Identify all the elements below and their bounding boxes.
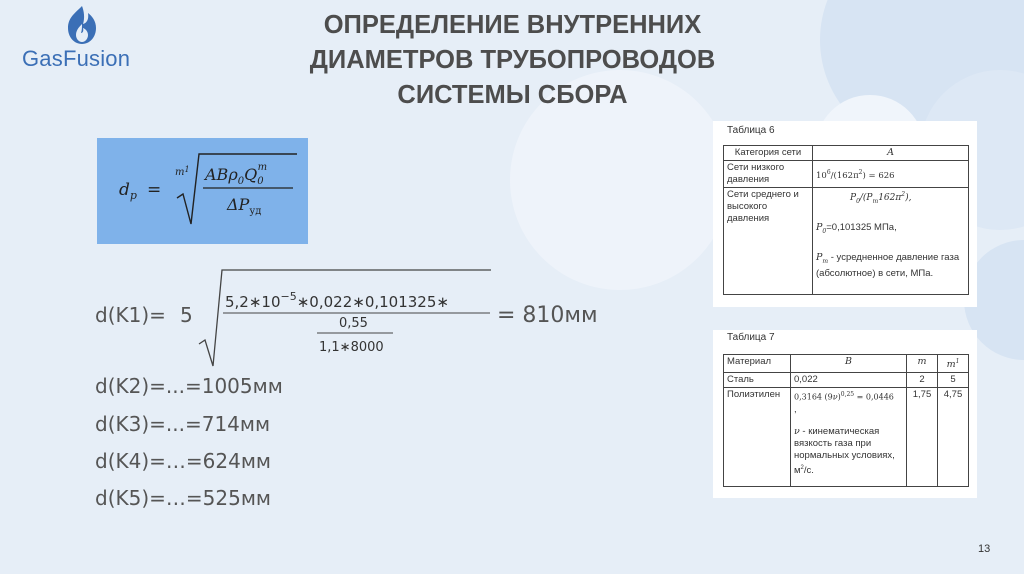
table7-pe-b-comma: , xyxy=(794,403,797,415)
table6-caption: Таблица 6 xyxy=(727,125,775,136)
title-line-1: ОПРЕДЕЛЕНИЕ ВНУТРЕННИХ xyxy=(323,11,702,39)
table7-row-pe xyxy=(724,388,969,487)
result-k5: d(K5)=…=525мм xyxy=(95,486,272,510)
table7-panel xyxy=(713,330,977,498)
table7-pe-material: Полиэтилен xyxy=(724,388,791,487)
title-line-3: СИСТЕМЫ СБОРА xyxy=(397,81,628,109)
brand-logo xyxy=(14,4,144,70)
table6-row-low-value: $10^6/(162\pi^2) = 626$ xyxy=(813,161,969,188)
formula-root-index: $m^1$ xyxy=(175,165,190,178)
table7-pe-b-formula: 0,3164 $(9\nu)^{0,25} = 0,0446$ xyxy=(794,391,894,402)
calc-k1-bottom-line: 1,1∗8000 xyxy=(319,340,384,355)
table7 xyxy=(723,354,969,487)
formula-lhs: $d_р$ xyxy=(119,180,137,202)
table7-caption: Таблица 7 xyxy=(727,332,775,343)
page-number: 13 xyxy=(978,543,991,555)
table7-steel-material: Сталь xyxy=(724,373,791,388)
calc-k1-root-index: 5 xyxy=(180,303,193,327)
table7-header-m: m xyxy=(907,355,938,373)
calc-k1-mid-line: 0,55 xyxy=(339,316,368,331)
table6-row-high-p0: $P_0=0,101325$ МПа, xyxy=(816,221,897,235)
calc-k1-result: = 810мм xyxy=(497,303,598,328)
formula-denominator: $\Delta P_{уд}$ xyxy=(227,195,262,217)
table6-panel xyxy=(713,121,977,307)
calc-k1 xyxy=(95,262,655,372)
diameter-formula xyxy=(97,138,308,244)
calc-k1-top-line: $5,2∗10^{-5}∗0,022∗0,101325∗$ xyxy=(225,290,449,311)
table7-steel-m: 2 xyxy=(907,373,938,388)
table7-pe-m: 1,75 xyxy=(907,388,938,487)
result-k3: d(K3)=...=714мм xyxy=(95,412,271,436)
table7-steel-m1: 5 xyxy=(938,373,969,388)
table6-row-high-formula: $P_0/(P_m162\pi^2)$, xyxy=(850,191,912,205)
page-title xyxy=(280,8,745,113)
table6-header-category: Категория сети xyxy=(724,146,813,161)
formula-equals: = xyxy=(147,180,162,200)
table6-row-high-label: Сети среднего и высокого давления xyxy=(724,188,813,295)
table6-row-low-label: Сети низкого давления xyxy=(724,161,813,188)
table6-header-row xyxy=(724,146,969,161)
brand-name: GasFusion xyxy=(22,46,131,71)
table6 xyxy=(723,145,969,295)
table7-header-material: Материал xyxy=(724,355,791,373)
formula-numerator: $AB\rho_0Q_0m$ xyxy=(205,162,268,187)
calc-k1-label: d(K1)= xyxy=(95,303,166,327)
table7-pe-b xyxy=(791,388,907,487)
table6-row-high xyxy=(724,188,969,295)
title-line-2: ДИАМЕТРОВ ТРУБОПРОВОДОВ xyxy=(309,46,716,74)
table6-header-a: A xyxy=(813,146,969,161)
table7-pe-b-note: ν - кинематическая вязкость газа при нормальных условиях, $м^2/с$. xyxy=(794,425,895,476)
result-k4: d(K4)=…=624мм xyxy=(95,449,272,473)
formula-box xyxy=(97,138,308,244)
table7-header-row xyxy=(724,355,969,373)
table7-row-steel xyxy=(724,373,969,388)
table6-row-low xyxy=(724,161,969,188)
table7-steel-b: 0,022 xyxy=(791,373,907,388)
table7-header-b: B xyxy=(791,355,907,373)
result-k2: d(K2)=...=1005мм xyxy=(95,374,283,398)
table7-pe-m1: 4,75 xyxy=(938,388,969,487)
flame-icon xyxy=(52,4,112,48)
table6-row-high-value xyxy=(813,188,969,295)
table7-header-m1: $m^1$ xyxy=(938,355,969,373)
table6-row-high-pm: $P_m$ - усредненное давление газа (абсолютное) в сети, МПа. xyxy=(816,251,960,279)
